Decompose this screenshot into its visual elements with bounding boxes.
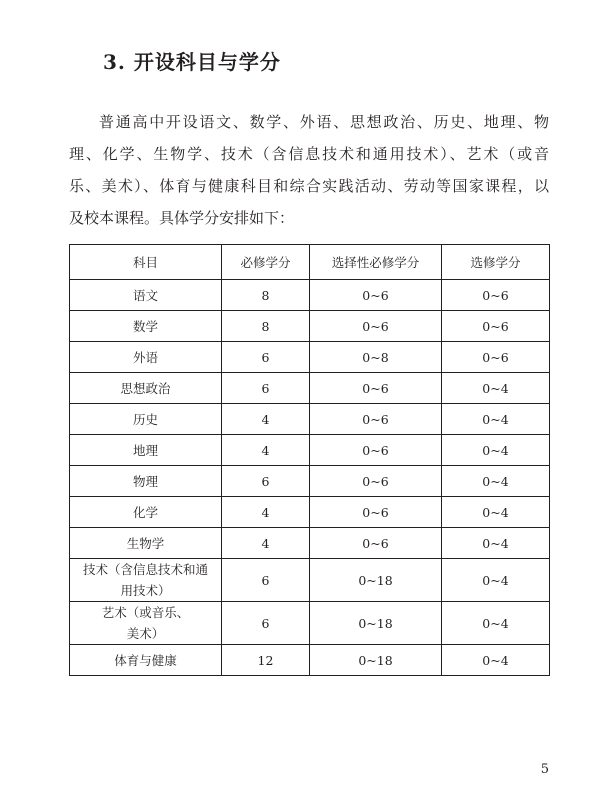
cell-elective-credits: 0~6	[442, 280, 550, 311]
subject-name-line: 物理	[132, 473, 158, 489]
cell-required-credits: 4	[222, 497, 310, 528]
cell-elective-required-credits: 0~6	[310, 466, 442, 497]
subject-name-line: 化学	[132, 504, 158, 520]
table-row	[70, 373, 550, 404]
paragraph-line: 及校本课程。具体学分安排如下：	[69, 209, 295, 227]
cell-required-credits: 4	[222, 435, 310, 466]
subject-name-line: 生物学	[126, 535, 165, 551]
cell-elective-required-credits: 0~6	[310, 404, 442, 435]
cell-subject	[70, 404, 222, 435]
table-row	[70, 497, 550, 528]
cell-elective-credits: 0~4	[442, 435, 550, 466]
cell-required-credits: 6	[222, 559, 310, 602]
cell-elective-credits: 0~4	[442, 528, 550, 559]
cell-elective-required-credits: 0~18	[310, 559, 442, 602]
cell-elective-credits: 0~4	[442, 645, 550, 676]
cell-elective-credits: 0~4	[442, 559, 550, 602]
paragraph-line: 乐、美术）、体育与健康科目和综合实践活动、劳动等国家课程，以	[69, 177, 549, 195]
cell-elective-credits: 0~6	[442, 311, 550, 342]
subject-name-line: 外语	[132, 349, 158, 365]
table-header	[70, 245, 550, 280]
cell-required-credits: 12	[222, 645, 310, 676]
table-row	[70, 466, 550, 497]
paragraph-line: 普通高中开设语文、数学、外语、思想政治、历史、地理、物	[99, 113, 549, 131]
intro-paragraph	[69, 106, 549, 234]
cell-elective-credits: 0~6	[442, 342, 550, 373]
subject-name-line: 艺术（或音乐、	[101, 605, 190, 620]
cell-required-credits: 8	[222, 280, 310, 311]
cell-elective-credits: 0~4	[442, 466, 550, 497]
cell-elective-required-credits: 0~6	[310, 373, 442, 404]
cell-elective-required-credits: 0~6	[310, 528, 442, 559]
table-body	[70, 280, 550, 676]
cell-subject	[70, 311, 222, 342]
cell-required-credits: 6	[222, 342, 310, 373]
subject-name-line: 体育与健康	[114, 652, 177, 668]
subject-name-line: 技术（含信息技术和通	[82, 562, 208, 577]
cell-subject	[70, 528, 222, 559]
cell-subject	[70, 645, 222, 676]
cell-subject	[70, 497, 222, 528]
cell-subject	[70, 342, 222, 373]
cell-elective-required-credits: 0~18	[310, 645, 442, 676]
table-row	[70, 311, 550, 342]
header-elective-credits: 选修学分	[442, 245, 550, 280]
page-number: 5	[540, 762, 549, 777]
cell-subject	[70, 280, 222, 311]
cell-subject	[70, 373, 222, 404]
cell-subject	[70, 602, 222, 645]
table-row	[70, 528, 550, 559]
cell-required-credits: 6	[222, 373, 310, 404]
table-header-row	[70, 245, 550, 280]
cell-subject	[70, 435, 222, 466]
subject-name-line: 用技术）	[120, 583, 171, 598]
paragraph-line: 理、化学、生物学、技术（含信息技术和通用技术）、艺术（或音	[69, 145, 549, 163]
cell-elective-required-credits: 0~6	[310, 280, 442, 311]
table-row	[70, 280, 550, 311]
subject-name-line: 地理	[132, 442, 158, 458]
table-row	[70, 404, 550, 435]
table-row	[70, 559, 550, 602]
table-row	[70, 645, 550, 676]
cell-elective-required-credits: 0~6	[310, 435, 442, 466]
subject-name-line: 数学	[132, 318, 158, 334]
header-required-credits: 必修学分	[222, 245, 310, 280]
cell-elective-required-credits: 0~8	[310, 342, 442, 373]
cell-required-credits: 6	[222, 602, 310, 645]
header-subject: 科目	[70, 245, 222, 280]
cell-elective-required-credits: 0~6	[310, 311, 442, 342]
cell-required-credits: 8	[222, 311, 310, 342]
header-elective-required-credits: 选择性必修学分	[310, 245, 442, 280]
table-row	[70, 602, 550, 645]
cell-elective-required-credits: 0~18	[310, 602, 442, 645]
subject-name-line: 语文	[132, 287, 158, 303]
table-row	[70, 435, 550, 466]
subject-name-line: 美术）	[126, 626, 165, 641]
cell-required-credits: 4	[222, 528, 310, 559]
cell-subject	[70, 559, 222, 602]
section-heading: 3. 开设科目与学分	[103, 50, 281, 74]
cell-required-credits: 6	[222, 466, 310, 497]
subject-name-line: 历史	[132, 411, 158, 427]
credits-table	[69, 244, 550, 676]
cell-elective-credits: 0~4	[442, 602, 550, 645]
cell-elective-credits: 0~4	[442, 497, 550, 528]
cell-subject	[70, 466, 222, 497]
cell-required-credits: 4	[222, 404, 310, 435]
cell-elective-credits: 0~4	[442, 404, 550, 435]
table-row	[70, 342, 550, 373]
subject-name-line: 思想政治	[120, 380, 171, 396]
cell-elective-credits: 0~4	[442, 373, 550, 404]
cell-elective-required-credits: 0~6	[310, 497, 442, 528]
